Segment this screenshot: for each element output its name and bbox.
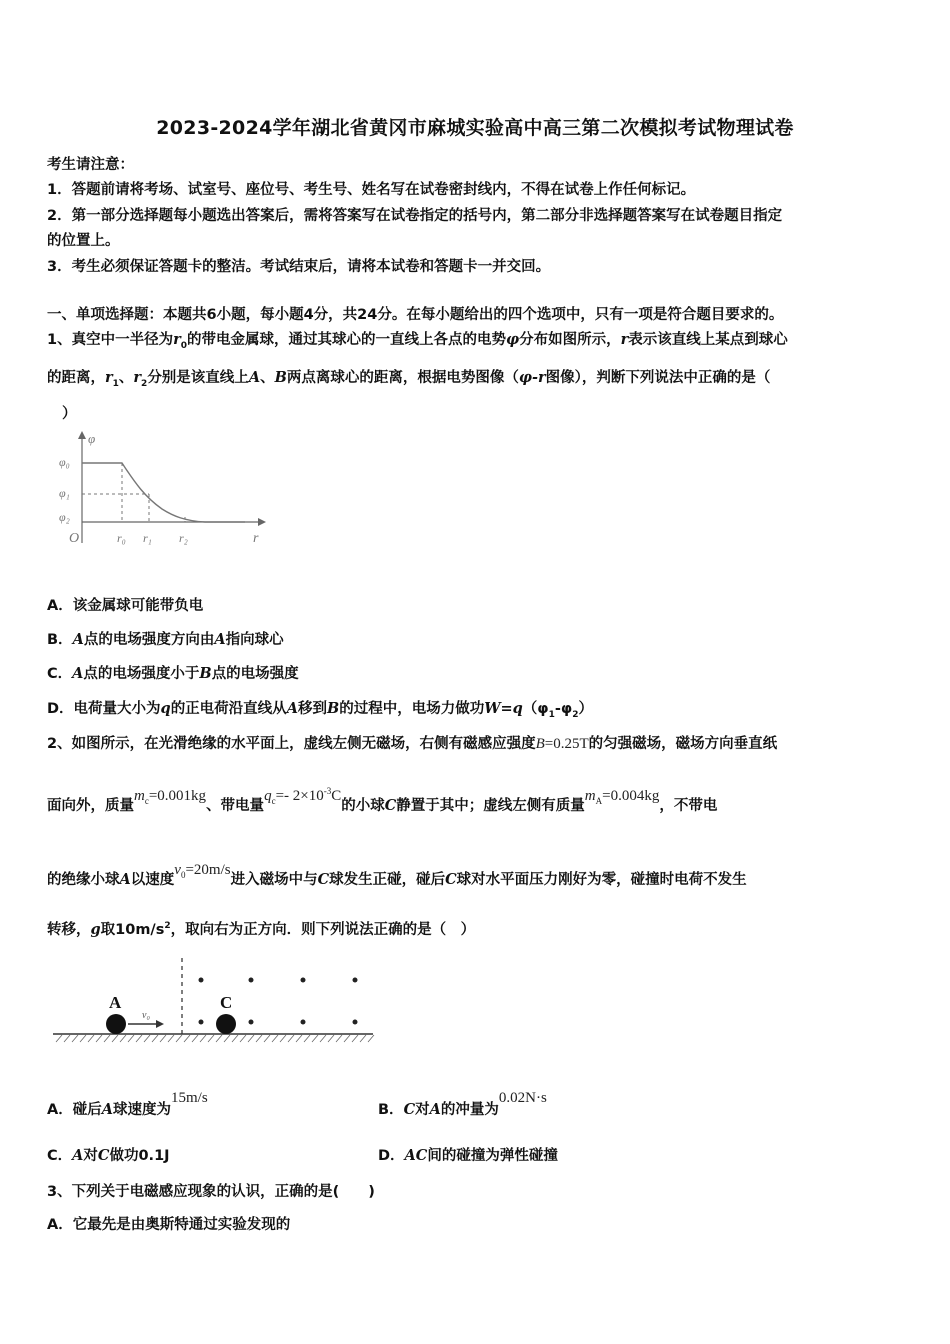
symbol: B	[199, 665, 212, 682]
option-text: 该金属球可能带负电	[72, 598, 204, 614]
q2-stem-line1	[47, 732, 777, 753]
symbol: v	[174, 862, 181, 878]
q2-stem-line4	[47, 918, 475, 939]
symbol: g	[90, 921, 101, 938]
option-label: A．	[47, 598, 73, 614]
subscript: 1	[548, 710, 555, 720]
subscript: 2	[572, 710, 579, 720]
q2-option-b	[378, 1090, 547, 1119]
notice-item-2: 2．第一部分选择题每小题选出答案后，需将答案写在试卷指定的括号内，第二部分非选择题答案写在试卷题目指定	[47, 208, 783, 224]
option-text: 对	[83, 1148, 98, 1164]
page-title: 2023-2024学年湖北省黄冈市麻城实验高中高三第二次模拟考试物理试卷	[156, 117, 794, 139]
ball-c-label: C	[220, 993, 233, 1012]
text: 图像），判断下列说法中正确的是（	[545, 370, 771, 386]
formula-mc	[134, 788, 206, 804]
y-tick-phi2: φ₂	[59, 510, 70, 524]
text: 球发生正碰，碰后	[329, 872, 446, 888]
option-label: D．	[378, 1148, 405, 1164]
q1-option-c	[47, 662, 299, 683]
symbol: A	[72, 631, 84, 648]
q3-stem: 3、下列关于电磁感应现象的认识，正确的是( )	[47, 1184, 375, 1200]
unit: C	[331, 788, 342, 804]
option-text: 的过程中，电场力做功	[339, 701, 485, 717]
option-text: 的正电荷沿直线从	[170, 701, 287, 717]
potential-graph	[55, 425, 285, 555]
option-text: 碰后	[72, 1102, 102, 1118]
symbol: m	[584, 788, 596, 804]
origin-label: O	[69, 531, 80, 546]
option-label: B．	[47, 632, 73, 648]
ball-c	[216, 1014, 236, 1034]
option-text: 点的电场强度小于	[83, 666, 200, 682]
symbol: m	[134, 788, 145, 804]
value: =20m/s	[185, 862, 231, 878]
x-tick-r1: r₁	[143, 531, 152, 545]
text: 以速度	[130, 872, 175, 888]
text: 两点离球心的距离，根据电势图像（	[286, 370, 519, 386]
velocity-arrow-icon	[156, 1020, 164, 1028]
field-dot	[353, 978, 358, 983]
value: =0.25T	[544, 736, 589, 752]
q1-option-b	[47, 628, 284, 649]
symbol: C	[384, 797, 397, 814]
field-dot	[353, 1020, 358, 1025]
y-tick-phi0: φ₀	[59, 455, 70, 469]
option-text: ）	[578, 701, 594, 717]
subscript: 0	[180, 341, 187, 351]
text: 转移，	[47, 922, 91, 938]
collision-figure	[48, 950, 378, 1050]
value: =0.001kg	[148, 788, 207, 804]
symbol: r	[133, 369, 142, 386]
text: 、	[260, 370, 275, 386]
option-text: 的冲量为	[440, 1102, 499, 1118]
formula-qc	[264, 788, 341, 804]
symbol: C	[97, 1147, 110, 1164]
q2-option-a	[47, 1090, 208, 1119]
symbol: B	[274, 369, 287, 386]
option-label: D．	[47, 701, 74, 717]
option-label: A．	[47, 1102, 73, 1118]
option-label: B．	[378, 1102, 404, 1118]
notice-item-2-cont: 的位置上。	[47, 233, 120, 249]
exponent: 2	[164, 921, 171, 931]
symbol: A	[286, 700, 298, 717]
potential-curve	[82, 463, 245, 522]
q2-stem-line3	[47, 862, 747, 889]
symbol: C	[445, 871, 457, 888]
option-text: 球速度为	[113, 1102, 171, 1118]
text: 的绝缘小球	[47, 872, 120, 888]
field-dot	[249, 978, 254, 983]
q3-option-a: A．它最先是由奥斯特通过实验发现的	[47, 1217, 291, 1233]
field-dot	[301, 978, 306, 983]
q2-stem-line2	[47, 786, 718, 815]
text: 2、如图所示，在光滑绝缘的水平面上，虚线左侧无磁场，右侧有磁感应强度	[47, 736, 536, 752]
text: 表示该直线上某点到球心	[628, 332, 788, 348]
q2-option-d	[378, 1144, 558, 1165]
section-heading: 一、单项选择题：本题共6小题，每小题4分，共24分。在每小题给出的四个选项中，只有一项是符合题目要求的。	[47, 307, 784, 323]
text: 静置于其中；虚线左侧有质量	[396, 798, 585, 814]
field-dot	[249, 1020, 254, 1025]
symbol: r	[105, 369, 113, 386]
subscript: c	[144, 796, 149, 806]
exponent: -3	[323, 786, 332, 796]
y-tick-phi1: φ₁	[59, 486, 70, 500]
symbol: A	[119, 871, 131, 888]
option-text: 点的电场强度	[211, 666, 299, 682]
symbol: W=q	[484, 700, 523, 717]
q2-option-c	[47, 1144, 170, 1165]
option-text: 做功0.1J	[109, 1148, 170, 1164]
symbol: AC	[404, 1147, 428, 1164]
text: 的距离，	[47, 370, 105, 386]
ball-a	[106, 1014, 126, 1034]
value: =0.004kg	[602, 788, 660, 804]
text: 的匀强磁场，磁场方向垂直纸	[588, 736, 778, 752]
ground-hatch	[56, 1035, 374, 1042]
option-text: 点的电场强度方向由	[83, 632, 215, 648]
option-text: 指向球心	[225, 632, 284, 648]
field-dot	[199, 978, 204, 983]
symbol: φ	[506, 331, 520, 348]
option-text: -φ	[554, 701, 573, 717]
symbol: B	[535, 736, 545, 752]
text: 、带电量	[206, 798, 265, 814]
notice-heading: 考生请注意：	[47, 157, 134, 173]
field-dot	[301, 1020, 306, 1025]
subscript: 1	[112, 379, 119, 389]
y-axis-arrow-icon	[78, 431, 86, 439]
symbol: C	[317, 871, 330, 888]
value: 0.02N·s	[498, 1090, 547, 1106]
q1-option-a	[47, 594, 203, 615]
formula-ma	[585, 788, 660, 804]
subscript: c	[271, 796, 276, 806]
y-axis-label: φ	[88, 431, 96, 446]
text: 的带电金属球，通过其球心的一直线上各点的电势	[187, 332, 506, 348]
value: =- 2×10	[275, 788, 324, 804]
text: 的小球	[341, 798, 385, 814]
text: ，不带电	[659, 798, 718, 814]
symbol: q	[160, 700, 171, 717]
x-axis-arrow-icon	[258, 518, 266, 526]
field-dot	[199, 1020, 204, 1025]
option-text: 移到	[297, 701, 327, 717]
option-label: C．	[47, 1148, 73, 1164]
symbol: A	[101, 1101, 113, 1118]
option-text: （φ	[522, 701, 549, 717]
ball-a-label: A	[109, 993, 122, 1012]
text: 分布如图所示，	[519, 332, 621, 348]
subscript: 0	[180, 870, 186, 880]
symbol: φ-r	[518, 369, 546, 386]
notice-item-1: 1．答题前请将考场、试室号、座位号、考生号、姓名写在试卷密封线内，不得在试卷上作任何标记。	[47, 182, 696, 198]
option-text: 间的碰撞为弹性碰撞	[427, 1148, 558, 1164]
velocity-label: v₀	[142, 1010, 150, 1021]
symbol: B	[326, 700, 340, 717]
symbol: r	[620, 331, 629, 348]
symbol: A	[214, 631, 226, 648]
q1-stem-line2	[47, 366, 770, 387]
text: 面向外，质量	[47, 798, 134, 814]
x-axis-label: r	[253, 531, 259, 546]
text: 、	[118, 370, 134, 386]
symbol: r	[173, 331, 181, 348]
option-text: 电荷量大小为	[73, 701, 161, 717]
notice-item-3: 3．考生必须保证答题卡的整洁。考试结束后，请将本试卷和答题卡一并交回。	[47, 259, 551, 275]
text: 进入磁场中与	[230, 872, 318, 888]
text: 1、真空中一半径为	[47, 332, 174, 348]
subscript: A	[595, 796, 603, 806]
text: 分别是该直线上	[147, 370, 249, 386]
text: 球对水平面压力刚好为零，碰撞时电荷不发生	[456, 872, 747, 888]
symbol: q	[264, 788, 272, 804]
symbol: A	[72, 1147, 84, 1164]
option-label: C．	[47, 666, 73, 682]
hatch-path	[56, 1035, 374, 1042]
symbol: A	[248, 369, 261, 386]
subscript: 2	[141, 379, 148, 389]
q1-option-d	[47, 697, 593, 718]
text: ，取向右为正方向．则下列说法正确的是（ ）	[170, 922, 476, 938]
text: 取10m/s	[100, 922, 165, 938]
symbol: C	[403, 1101, 416, 1118]
x-tick-r2: r₂	[179, 531, 188, 545]
x-tick-r0: r₀	[117, 531, 126, 545]
q1-stem-line3: ）	[62, 406, 77, 422]
symbol: A	[72, 665, 84, 682]
formula-v0	[174, 862, 230, 878]
q1-stem-line1	[47, 328, 788, 349]
value: 15m/s	[171, 1090, 208, 1106]
option-text: 对	[415, 1102, 430, 1118]
symbol: A	[429, 1101, 441, 1118]
